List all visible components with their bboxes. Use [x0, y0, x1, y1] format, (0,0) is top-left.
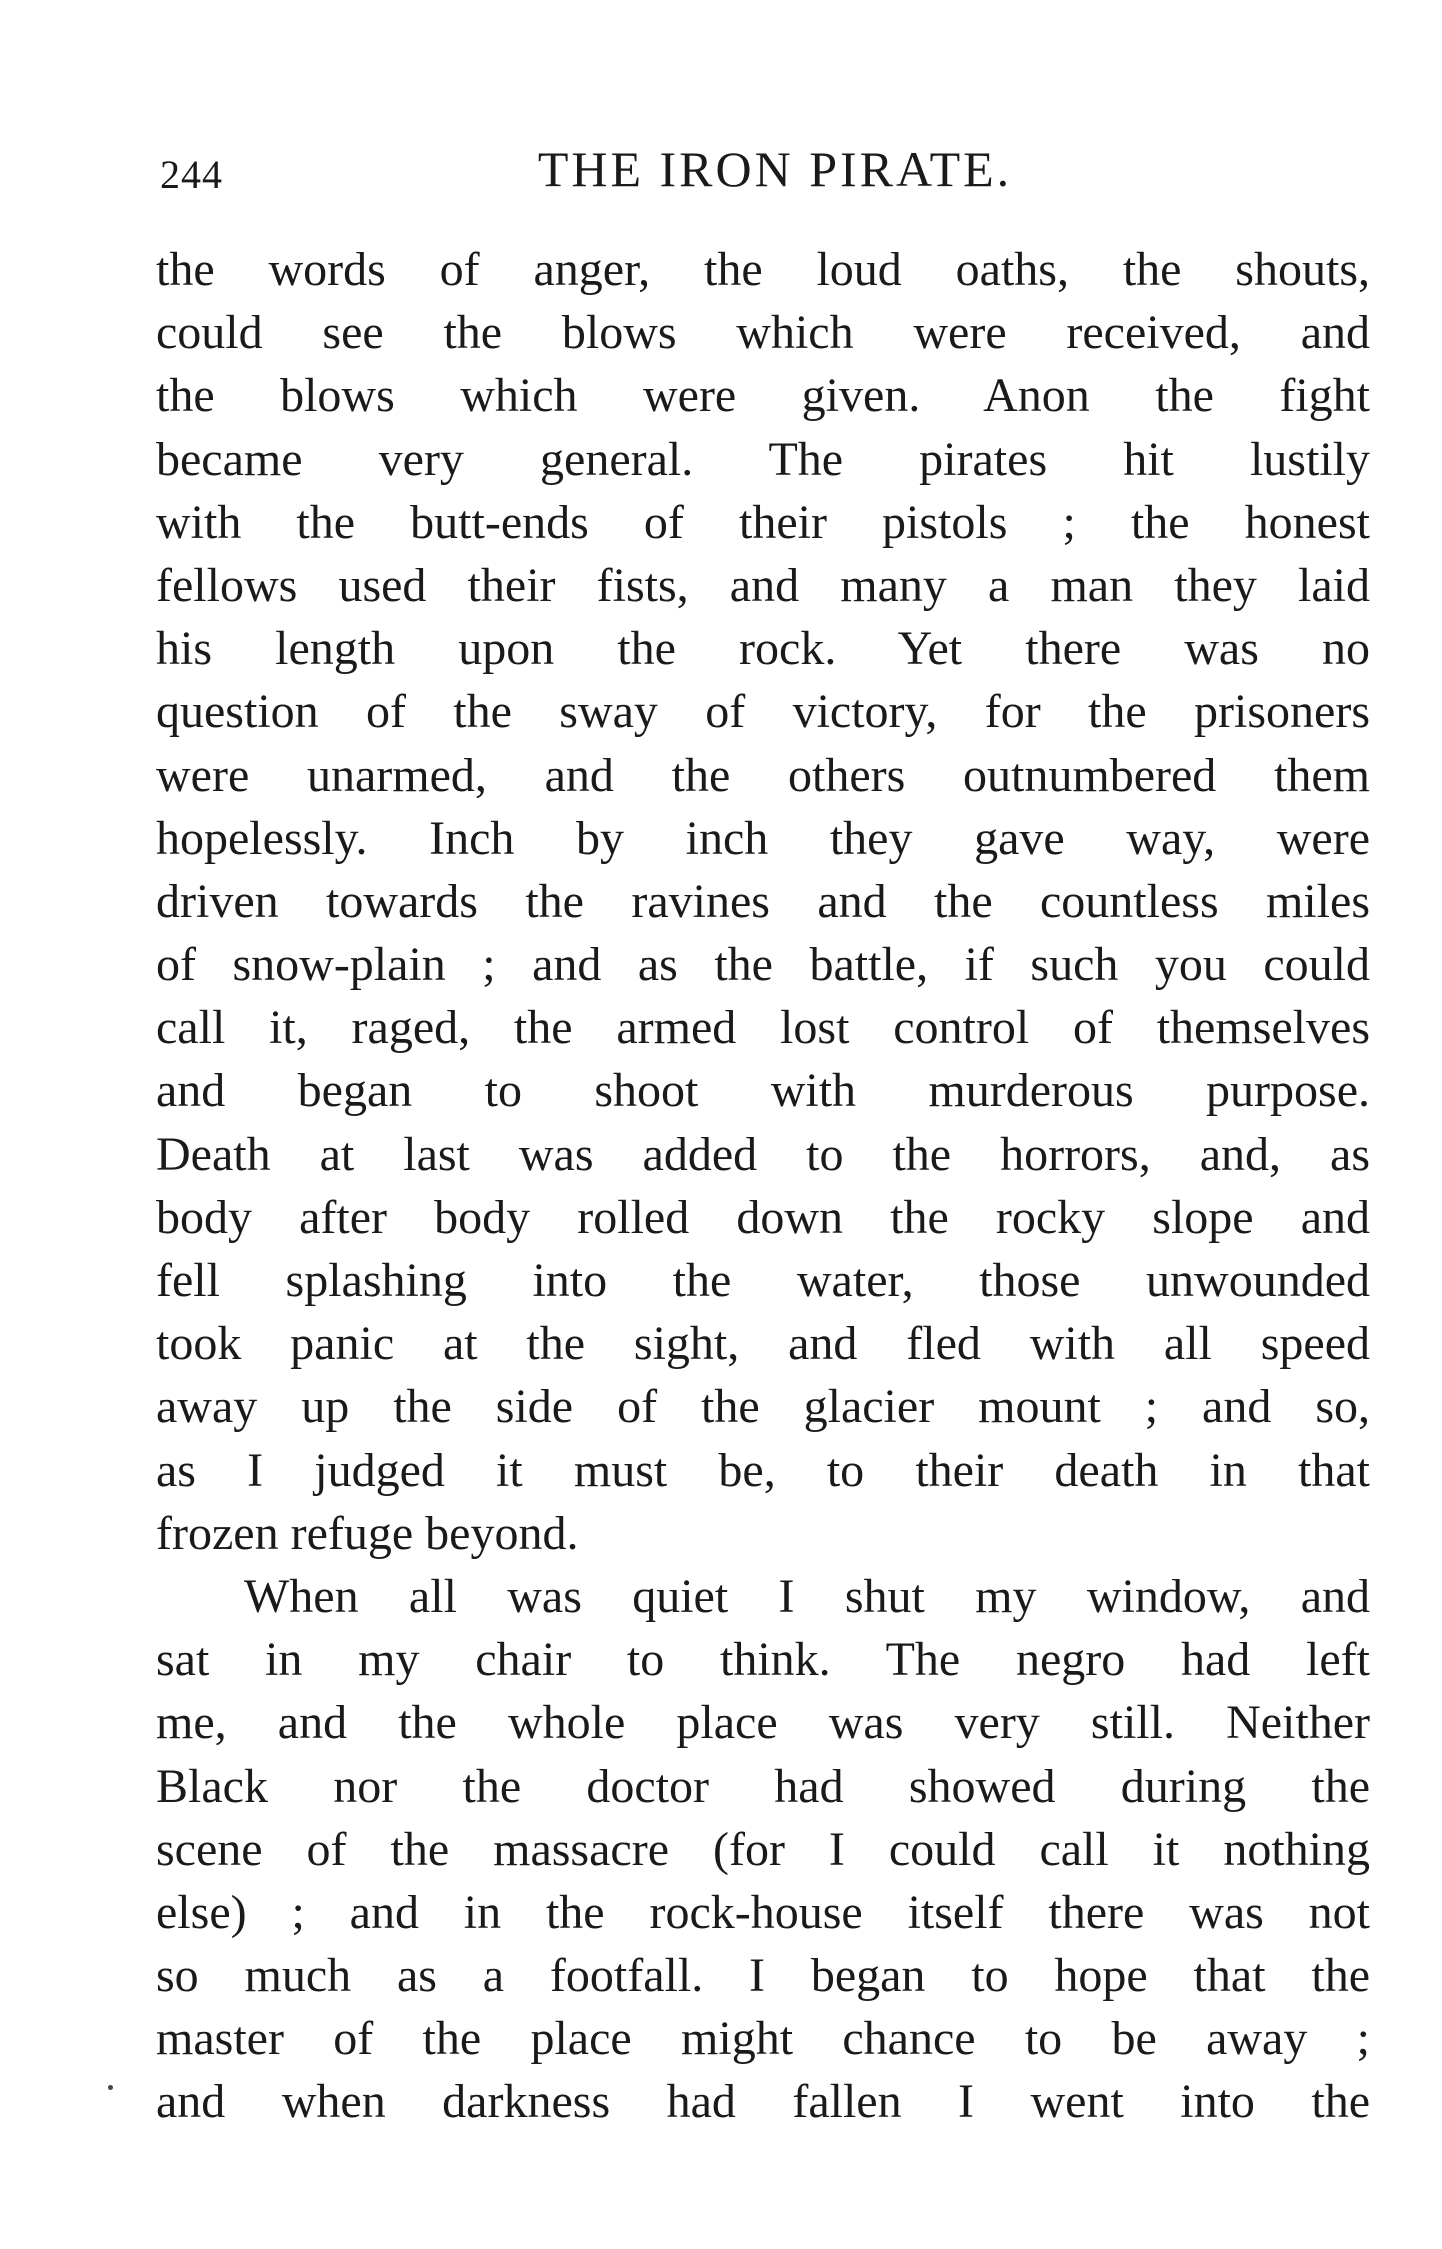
text-line: with the butt-ends of their pistols ; the honest — [156, 495, 1370, 549]
text-line: fell splashing into the water, those unwounded — [156, 1254, 1370, 1307]
text-line: away up the side of the glacier mount ; and so, — [156, 1380, 1370, 1434]
paragraph-2 — [156, 1565, 1370, 2134]
text-line: Death at last was added to the horrors, and, as — [156, 1127, 1370, 1181]
text-line: master of the place might chance to be away ; — [156, 2012, 1370, 2066]
running-head — [160, 134, 1370, 204]
page-number: 244 — [160, 152, 223, 197]
body-text — [156, 238, 1370, 2134]
text-line: so much as a footfall. I began to hope that the — [156, 1949, 1370, 2003]
text-line: were unarmed, and the others outnumbered them — [156, 748, 1370, 802]
text-line: the words of anger, the loud oaths, the shouts, — [156, 243, 1370, 296]
text-line: took panic at the sight, and fled with all speed — [156, 1317, 1370, 1371]
text-line: sat in my chair to think. The negro had left — [156, 1633, 1370, 1687]
text-line: his length upon the rock. Yet there was no — [156, 622, 1370, 676]
text-line: and began to shoot with murderous purpose. — [156, 1064, 1370, 1118]
text-line: could see the blows which were received, and — [156, 306, 1370, 360]
text-line: frozen refuge beyond. — [156, 1506, 579, 1560]
text-line: question of the sway of victory, for the prisoners — [156, 685, 1370, 739]
text-line: the blows which were given. Anon the fight — [156, 369, 1370, 423]
text-line: became very general. The pirates hit lustily — [156, 432, 1370, 486]
text-line: fellows used their fists, and many a man they laid — [156, 558, 1370, 612]
text-line: body after body rolled down the rocky slope and — [156, 1190, 1370, 1244]
text-line: When all was quiet I shut my window, and — [244, 1569, 1370, 1623]
text-line: of snow-plain ; and as the battle, if such you could — [156, 938, 1370, 992]
text-line: else) ; and in the rock-house itself there was not — [156, 1885, 1370, 1939]
text-line: as I judged it must be, to their death in that — [156, 1443, 1370, 1497]
margin-speck — [108, 2085, 113, 2090]
text-line: and when darkness had fallen I went into the — [156, 2075, 1370, 2129]
text-line: me, and the whole place was very still. Neither — [156, 1696, 1370, 1750]
text-line: driven towards the ravines and the countless miles — [156, 874, 1370, 928]
text-line: call it, raged, the armed lost control of themselves — [156, 1001, 1370, 1055]
text-line: hopelessly. Inch by inch they gave way, were — [156, 811, 1370, 865]
paragraph-1 — [156, 238, 1370, 1565]
text-line: scene of the massacre (for I could call it nothing — [156, 1822, 1370, 1876]
running-title: THE IRON PIRATE. — [537, 141, 1013, 197]
text-line: Black nor the doctor had showed during the — [156, 1759, 1370, 1813]
